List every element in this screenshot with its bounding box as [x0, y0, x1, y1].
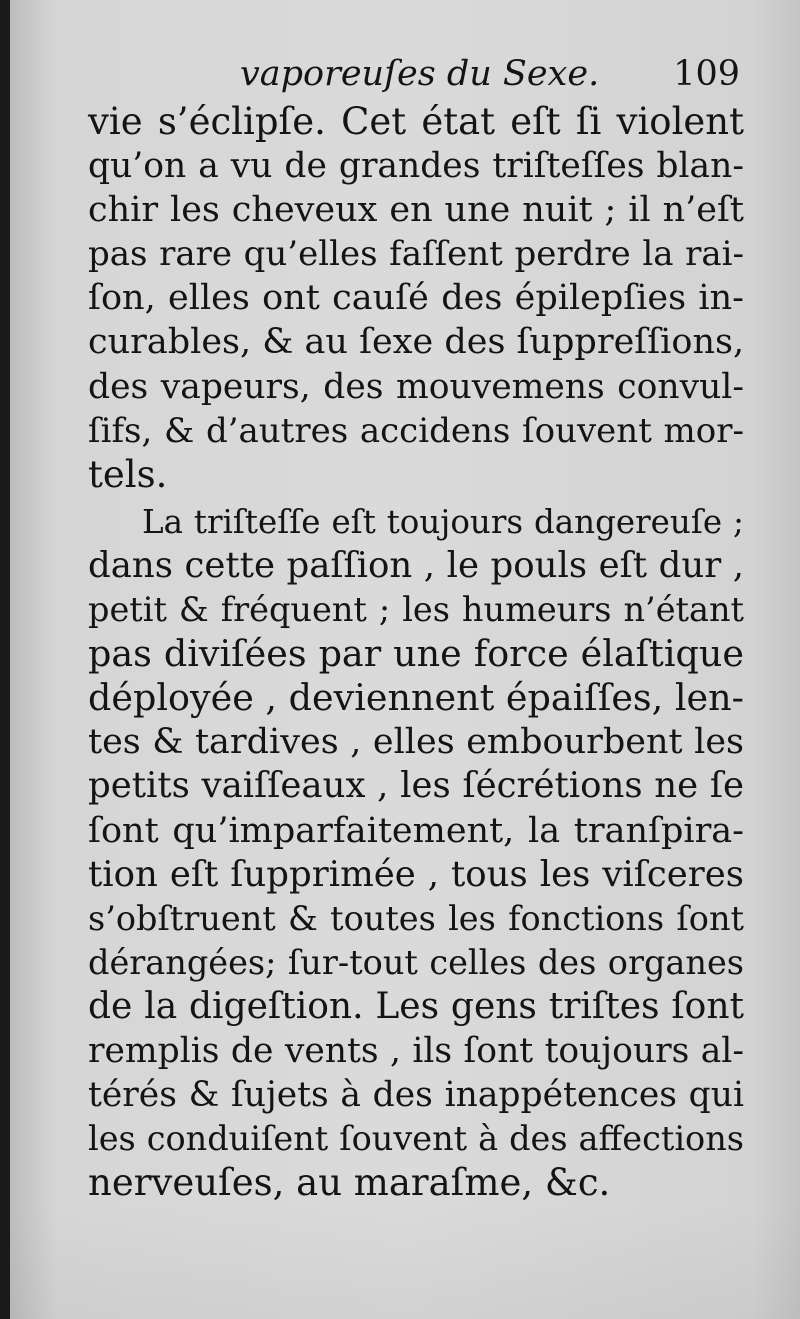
text-line: tels. — [88, 452, 168, 496]
text-line: déployée , deviennent épaiſſes, len- — [88, 676, 744, 720]
page-number: 109 — [673, 54, 740, 94]
page-text — [88, 48, 744, 1205]
text-line: ſont qu’imparfaitement, la tranſpira- — [88, 810, 744, 851]
text-line: térés & ſujets à des inappétences qui — [88, 1075, 744, 1116]
text-line: tes & tardives , elles embourbent les — [88, 722, 744, 763]
text-line: remplis de vents , ils ſont toujours al- — [88, 1030, 744, 1071]
text-line: dans cette paſſion , le pouls eſt dur , — [88, 544, 744, 586]
show-through-area — [10, 1205, 800, 1319]
text-line: ſifs, & d’autres accidens ſouvent mor- — [88, 410, 744, 451]
text-line: pas diviſées par une force élaſtique — [88, 632, 744, 676]
text-line: qu’on a vu de grandes triſteſſes blan- — [88, 146, 744, 187]
book-page — [10, 0, 800, 1319]
text-line: nerveuſes, au maraſme, &c. — [88, 1161, 611, 1205]
text-line: La triſteſſe eſt toujours dangereuſe ; — [142, 502, 744, 541]
page-header — [88, 48, 744, 100]
text-line: tion eſt ſupprimée , tous les viſceres — [88, 853, 744, 895]
paragraph-2 — [88, 500, 744, 1206]
text-line: s’obſtruent & toutes les fonctions ſont — [88, 898, 744, 938]
text-line: petit & fréquent ; les humeurs n’étant — [88, 590, 744, 630]
text-line: dérangées; ſur-tout celles des organes — [88, 942, 744, 982]
paragraph-1 — [88, 100, 744, 497]
text-line: ſon, elles ont cauſé des épilepſies in- — [88, 278, 744, 319]
text-line: chir les cheveux en une nuit ; il n’eſt — [88, 190, 744, 231]
text-line: petits vaiſſeaux , les ſécrétions ne ſe — [88, 765, 744, 807]
text-line: vie s’éclipſe. Cet état eſt ſi violent — [88, 100, 744, 143]
running-title: vaporeuſes du Sexe. — [240, 54, 600, 94]
text-line: de la digeſtion. Les gens triſtes ſont — [88, 985, 744, 1027]
text-line: pas rare qu’elles faſſent perdre la rai- — [88, 234, 744, 275]
text-line: des vapeurs, des mouvemens convul- — [88, 366, 744, 407]
text-line: les conduiſent ſouvent à des affections — [88, 1119, 744, 1159]
text-line: curables, & au ſexe des ſuppreſſions, — [88, 322, 745, 363]
